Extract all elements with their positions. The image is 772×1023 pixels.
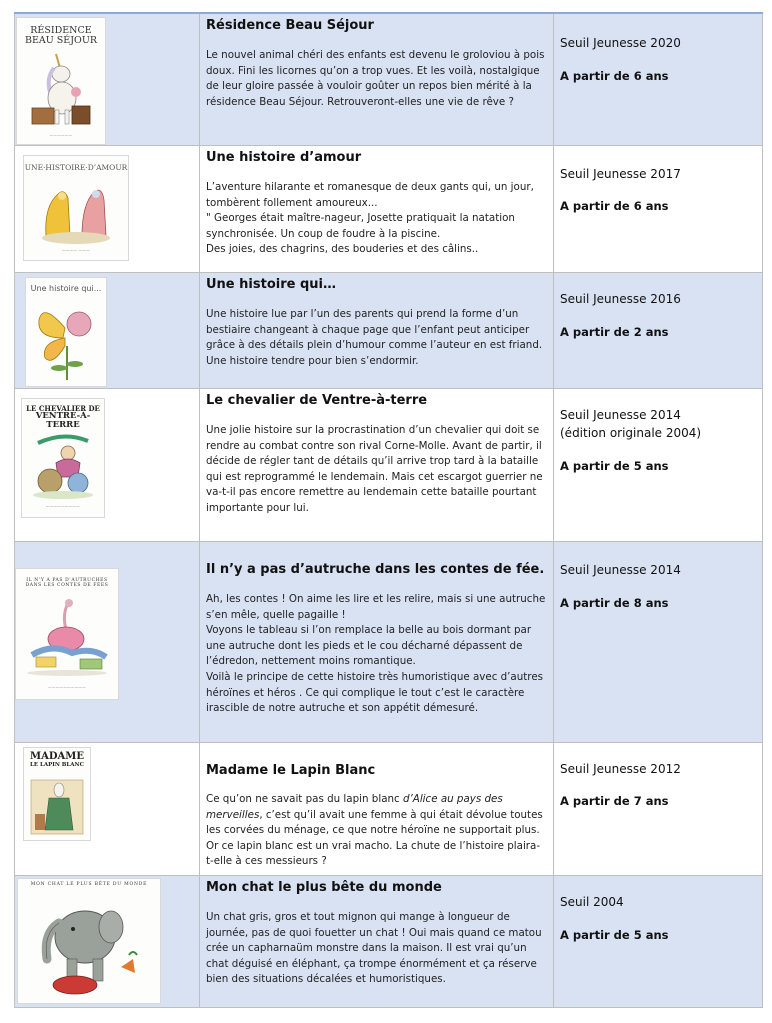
cover-cell [15,389,200,542]
book-title: Mon chat le plus bête du monde [206,880,442,895]
book-row [15,743,763,876]
cover-cell [15,743,200,876]
publisher-year: Seuil Jeunesse 2014 [560,408,681,422]
cover-title-line: BEAU SÉJOUR [24,34,97,46]
book-cover-residence-beau-sejour: RÉSIDENCE BEAU SÉJOUR —————— [16,17,106,145]
publisher-year: Seuil Jeunesse 2020 [560,36,681,50]
description-paragraph: L’aventure hilarante et romanesque de deux gants qui, un jour, tombèrent follement amoureux... [206,181,534,209]
description-paragraph: Le nouvel animal chéri des enfants est devenu le groloviou à pois doux. Fini les licornes qu’on a trop vues. Et les voilà, nostalgique de leur gloire passée à vouloir goûter un repos bien mérité à la résidence Beau Séjour. Retrouveront-elles une vie de rêve ? [206,49,545,108]
description-cell [200,146,554,273]
book-row [15,876,763,1008]
age-range: A partir de 5 ans [560,459,669,473]
description-cell [200,13,554,146]
book-cover-le-chevalier-de-ventre-a-terre: LE CHEVALIER DE VENTRE-À-TERRE ————————— [21,398,105,518]
ostrich-illustration-icon [22,595,112,677]
age-range: A partir de 8 ans [560,596,669,610]
book-description [206,48,547,110]
publisher-year: Seuil Jeunesse 2012 [560,762,681,776]
description-paragraph: Une jolie histoire sur la procrastination d’un chevalier qui doit se rendre au combat contre son rival Corne-Molle. Avant de partir, il décide de régler tant de détails qu’il arrive trop tard à la bataille qui est reprogrammé le lendemain. Mais cet escargot guerrier ne va-t-il pas encore remettre au lendemain cette bataille pourtant importante pour lui. [206,424,543,514]
cover-title-line: Une histoire qui... [30,284,102,293]
book-cover-une-histoire-d-amour: UNE·HISTOIRE·D’AMOUR ———— ——— [23,155,129,261]
publisher-year: Seuil 2004 [560,895,624,909]
cover-title-line: RÉSIDENCE [30,25,92,36]
gloves-illustration-icon [36,176,116,248]
publisher-note: (édition originale 2004) [560,426,702,440]
cover-cell [15,273,200,389]
age-range: A partir de 5 ans [560,928,669,942]
book-row [15,13,763,146]
cover-title-line: UNE·HISTOIRE·D’AMOUR [24,163,128,172]
book-title: Madame le Lapin Blanc [206,763,376,778]
cover-cell [15,542,200,743]
description-text: , c’est qu’il avait une femme à qui était dévolue toutes les corvées du ménage, ce que notre héroïne ne supportait plus. Or ce lapin blanc est un vrai macho. La chute de l’histoire plaira-t-elle à ces messieurs ? [206,808,543,868]
book-description [206,910,547,988]
unicorn-illustration-icon [26,48,96,134]
age-range: A partir de 6 ans [560,69,669,83]
book-title: Une histoire qui… [206,277,336,292]
cover-title-line: MON CHAT LE PLUS BÊTE DU MONDE [30,882,148,887]
book-title: Une histoire d’amour [206,150,362,165]
info-cell [554,542,763,743]
description-cell [200,273,554,389]
snail-knight-illustration-icon [28,429,98,501]
book-cover-une-histoire-qui [25,277,107,387]
cover-title-line: DANS LES CONTES DE FÉES [25,582,109,588]
book-description [206,592,547,717]
age-range: A partir de 6 ans [560,199,669,213]
book-title: Le chevalier de Ventre-à-terre [206,393,428,408]
butterfly-illustration-icon [33,298,99,382]
cover-title-line: IL N’Y A PAS D’AUTRUCHES [26,578,108,583]
cover-cell [15,146,200,273]
description-cell [200,542,554,743]
description-paragraph [206,792,547,870]
book-row [15,146,763,273]
cover-cell [15,876,200,1008]
age-range: A partir de 2 ans [560,325,669,339]
description-text: Ce qu’on ne savait pas du lapin blanc [206,793,403,805]
description-cell [200,876,554,1008]
description-paragraph: Une histoire lue par l’un des parents qui prend la forme d’un bestiaire changeant à chaque page que l’enfant peut anticiper grâce à des détails plein d’humour comme l’auteur en est friand. Une histoire tendre pour bien s’endormir. [206,308,543,367]
book-row [15,389,763,542]
cover-title-line: VENTRE-À-TERRE [35,411,91,431]
book-description [206,307,547,369]
elephant-cat-illustration-icon [29,893,149,999]
book-description [206,423,547,517]
cover-cell [15,13,200,146]
cover-title-line: LE LAPIN BLANC [30,761,84,768]
info-cell [554,876,763,1008]
white-rabbit-illustration-icon [29,774,85,836]
book-cover-madame-le-lapin-blanc [23,747,91,841]
book-row [15,273,763,389]
description-paragraph: Ah, les contes ! On aime les lire et les relire, mais si une autruche s’en mêle, quelle pagaille ! [206,593,546,621]
publisher-year: Seuil Jeunesse 2014 [560,563,681,577]
info-cell [554,743,763,876]
book-cover-il-n-y-a-pas-d-autruche: IL N’Y A PAS D’AUTRUCHES DANS LES CONTES DE FÉES —————————— [15,568,119,700]
description-cell [200,389,554,542]
info-cell [554,13,763,146]
cover-title-line: MADAME [30,751,84,762]
age-range: A partir de 7 ans [560,794,669,808]
cover-title-line: LE CHEVALIER DE [26,404,100,413]
description-paragraph: " Georges était maître-nageur, Josette pratiquait la natation synchronisée. Un coup de foudre à la piscine. [206,212,515,240]
publisher-year: Seuil Jeunesse 2017 [560,167,681,181]
book-description [206,792,547,870]
description-paragraph: Des joies, des chagrins, des bouderies et des câlins.. [206,243,479,256]
book-title: Il n’y a pas d’autruche dans les contes de fée. [206,562,545,577]
description-paragraph: Un chat gris, gros et tout mignon qui mange à longueur de journée, pas de quoi fouetter un chat ! Oui mais quand ce matou crée un capharnaüm monstre dans la maison. Il est vrai qu’un chat déguisé en éléphant, ça trompe énormément et ça réserve bien des situations décalées et humoristiques. [206,911,542,986]
book-cover-mon-chat-le-plus-bete-du-monde [17,878,161,1004]
book-title: Résidence Beau Séjour [206,18,374,33]
description-paragraph: Voilà le principe de cette histoire très humoristique avec d’autres héroïnes et héros . Ce qui complique le tout c’est le caractère irascible de notre autruche et son appétit démesuré. [206,670,544,715]
description-italic-title: d’Alice au pays des merveilles [206,793,503,821]
description-paragraph: Voyons le tableau si l’on remplace la belle au bois dormant par une autruche dont les pieds et le cou décharné dépassent de l’édredon, nettement moins romantique. [206,624,532,668]
info-cell [554,273,763,389]
info-cell [554,146,763,273]
publisher-year: Seuil Jeunesse 2016 [560,292,681,306]
book-description [206,180,547,258]
books-table [14,12,763,1008]
info-cell [554,389,763,542]
book-row [15,542,763,743]
description-cell [200,743,554,876]
